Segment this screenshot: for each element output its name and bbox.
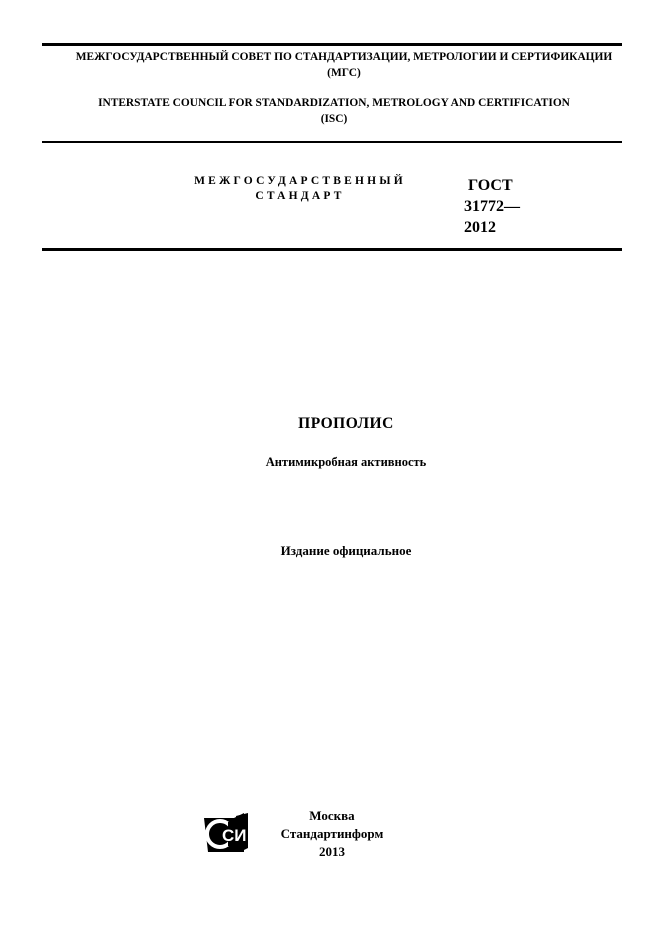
standartinform-logo-icon xyxy=(200,812,250,854)
document-subtitle: Антимикробная активность xyxy=(265,455,427,469)
top-rule xyxy=(42,43,622,46)
header-rule xyxy=(42,141,622,143)
standard-type-line2: СТАНДАРТ xyxy=(255,190,345,202)
standard-rule xyxy=(42,248,622,251)
council-en-line2: (ISC) xyxy=(320,113,348,125)
publisher-name: Стандартинформ xyxy=(280,826,384,841)
gost-number: 31772— xyxy=(464,198,520,215)
council-en-line1: INTERSTATE COUNCIL FOR STANDARDIZATION, METROLOGY AND CERTIFICATION xyxy=(98,97,570,109)
gost-year: 2012 xyxy=(464,219,496,236)
gost-label: ГОСТ xyxy=(468,177,513,194)
document-title: ПРОПОЛИС xyxy=(298,415,394,432)
council-ru-line2: (МГС) xyxy=(327,67,361,79)
publisher-year: 2013 xyxy=(319,844,345,859)
publisher-city: Москва xyxy=(309,808,355,823)
logo-text: СИ xyxy=(222,826,247,845)
standard-type-line1: МЕЖГОСУДАРСТВЕННЫЙ xyxy=(194,175,406,187)
council-ru-line1: МЕЖГОСУДАРСТВЕННЫЙ СОВЕТ ПО СТАНДАРТИЗАЦИИ, МЕТРОЛОГИИ И СЕРТИФИКАЦИИ xyxy=(75,51,613,63)
edition-label: Издание официальное xyxy=(280,543,412,558)
